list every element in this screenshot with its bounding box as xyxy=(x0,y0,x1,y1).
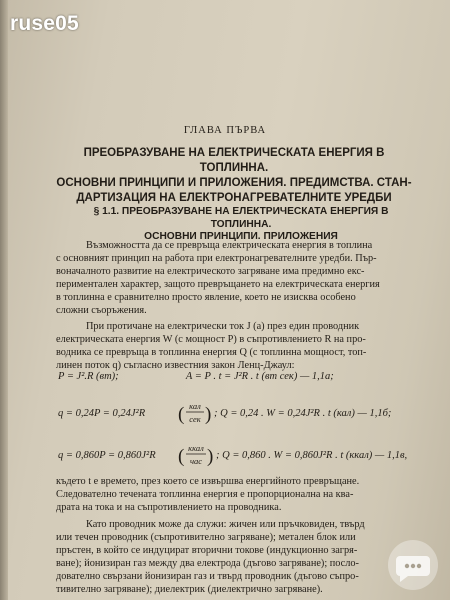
text-line: драта на тока и на съпротивлението на проводника. xyxy=(56,501,282,513)
paren-right: ) xyxy=(207,446,214,467)
equation-left: P = J².R (вт); xyxy=(58,371,119,382)
text-line: с основният принцип на работа при електронагревателните уредби. Пър- xyxy=(56,252,377,264)
paren-left: ( xyxy=(178,404,185,425)
text-line: водника се превръща в топлинна енергия Q (с топлинна мощност, топ- xyxy=(56,346,367,358)
text-line: дователно свързани йонизиран газ и твърд проводник (дъгово съпро- xyxy=(56,570,359,582)
title-line: ДАРТИЗАЦИЯ НА ЕЛЕКТРОНАГРЕВАТЕЛНИТЕ УРЕДБИ xyxy=(76,192,392,204)
paragraph-proportionality xyxy=(56,476,424,515)
watermark-text: ruse05 xyxy=(10,12,79,35)
text-line: пръстен, в който се индуцират вторични токове (индукционно загря- xyxy=(56,544,358,556)
chapter-heading: ГЛАВА ПЪРВА xyxy=(183,125,267,136)
equation-1-1c xyxy=(58,440,422,473)
fraction-denominator: сек xyxy=(189,414,201,424)
equation-1-1a xyxy=(58,371,422,382)
equation-right: ; Q = 0,24 . W = 0,24J²R . t (кал) — 1,1б; xyxy=(214,408,392,419)
equation-left: q = 0,24P = 0,24J²R xyxy=(58,408,146,419)
text-line: сложни съоръжения. xyxy=(56,304,147,316)
paren-right: ) xyxy=(205,404,212,425)
text-line: или течен проводник (съпротивително загряване); метален блок или xyxy=(56,531,356,543)
equation-right: A = P . t = J²R . t (вт сек) — 1,1а; xyxy=(185,371,334,382)
paragraph-lenz-joule xyxy=(56,321,424,373)
page-binding-shadow xyxy=(0,0,8,600)
paragraph-conductors xyxy=(56,519,424,596)
section-line: § 1.1. ПРЕОБРАЗУВАНЕ НА ЕЛЕКТРИЧЕСКАТА ЕНЕРГИЯ В ТОПЛИННА. xyxy=(93,206,389,230)
text-line: Възможността да се превръща електрическата енергия в топлина xyxy=(86,240,373,251)
equation-left: q = 0,860P = 0,860J²R xyxy=(58,450,156,461)
section-heading xyxy=(65,206,417,244)
text-line: При протичане на електрически ток J (а) през един проводник xyxy=(86,321,360,332)
title-line: ПРЕОБРАЗУВАНЕ НА ЕЛЕКТРИЧЕСКАТА ЕНЕРГИЯ В ТОПЛИННА. xyxy=(83,147,385,174)
section-line: ОСНОВНИ ПРИНЦИПИ. ПРИЛОЖЕНИЯ xyxy=(144,231,338,242)
text-line: Следователно течената топлинна енергия е пропорционална на ква- xyxy=(56,488,354,500)
text-line: където t е времето, през което се извършва енергийното превръщане. xyxy=(56,476,360,487)
text-line: ване); йонизиран газ между два електрода (дъгово загряване); послo- xyxy=(56,557,359,569)
text-line: в топлинна е сравнително просто явление, което не изисква особено xyxy=(56,291,356,303)
text-line: електрическата енергия W (с мощност P) в съпротивлението R на про- xyxy=(56,333,366,345)
marketplace-logo-icon xyxy=(386,538,440,592)
text-line: Като проводник може да служи: жичен или пръчковиден, твърд xyxy=(86,519,365,530)
chapter-title xyxy=(48,146,420,206)
equation-1-1b-svg xyxy=(58,398,422,428)
text-line: тивително загряване); диелектрик (диелектрично загряване). xyxy=(56,583,323,595)
paragraph-intro xyxy=(56,240,424,317)
fraction-denominator: час xyxy=(189,456,203,466)
text-line: воначалното развитие на електрическото загряване има предимно екс- xyxy=(56,265,365,277)
title-line: ОСНОВНИ ПРИНЦИПИ И ПРИЛОЖЕНИЯ. ПРЕДИМСТВА. СТАН- xyxy=(56,177,412,189)
fraction-numerator: ккал xyxy=(188,443,204,453)
equation-1-1c-svg xyxy=(58,440,422,470)
fraction-numerator: кал xyxy=(189,401,201,411)
text-line: периментален характер, защото превръщането на електрическата енергия xyxy=(56,278,380,290)
text-line: линен поток q) съгласно известния закон Ленц-Джаул: xyxy=(56,359,295,371)
equation-right: ; Q = 0,860 . W = 0,860J²R . t (ккал) — 1,1в, xyxy=(216,450,408,461)
equation-1-1b xyxy=(58,398,422,431)
paren-left: ( xyxy=(178,446,185,467)
